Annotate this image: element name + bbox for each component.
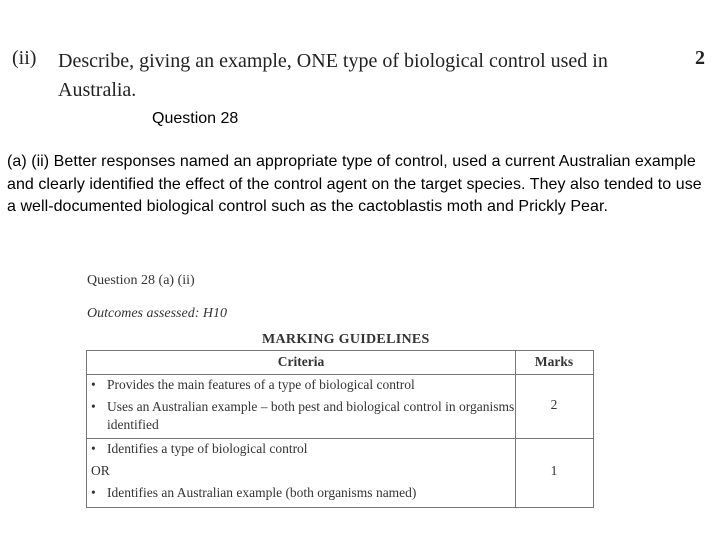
criterion-line [91,441,511,457]
mark-value: 1 [550,463,558,478]
bullet-icon: • [91,399,96,414]
table-row [87,439,593,507]
criterion-text: Provides the main features of a type of biological control [107,377,415,392]
criteria-header: Criteria [277,354,325,369]
section-title: Question 28 [152,110,239,127]
question-text: Describe, giving an example, ONE type of biological control used in Australia. [58,50,608,101]
criterion-line-continued: identified [107,417,159,432]
criterion-line [91,485,511,501]
table-row [87,375,593,439]
mark-value: 2 [550,397,558,412]
guideline-outcomes: Outcomes assessed: H10 [87,306,227,321]
table-header-row [87,351,593,375]
bullet-icon: • [91,377,96,392]
question-number: (ii) [12,47,37,69]
bullet-icon: • [91,441,96,456]
criterion-or: OR [91,463,110,478]
marking-guideline-table [86,350,594,508]
bullet-icon: • [91,485,96,500]
guideline-title: MARKING GUIDELINES [262,332,430,347]
criterion-line [91,377,511,393]
marker-commentary: (a) (ii) Better responses named an appropriate type of control, used a current Australian example and clearly identified the effect of the control agent on the target species. They also tended to use a well-documented biological control such as the cactoblastis moth and Prickly Pear. [7,153,702,215]
criterion-line [91,399,515,415]
question-marks: 2 [695,47,705,69]
guideline-question-label: Question 28 (a) (ii) [87,273,195,288]
criterion-text: Identifies an Australian example (both organisms named) [107,485,417,500]
criterion-text: Uses an Australian example – both pest and biological control in organisms [107,399,515,414]
marks-header: Marks [534,354,574,369]
criterion-text: Identifies a type of biological control [107,441,308,456]
